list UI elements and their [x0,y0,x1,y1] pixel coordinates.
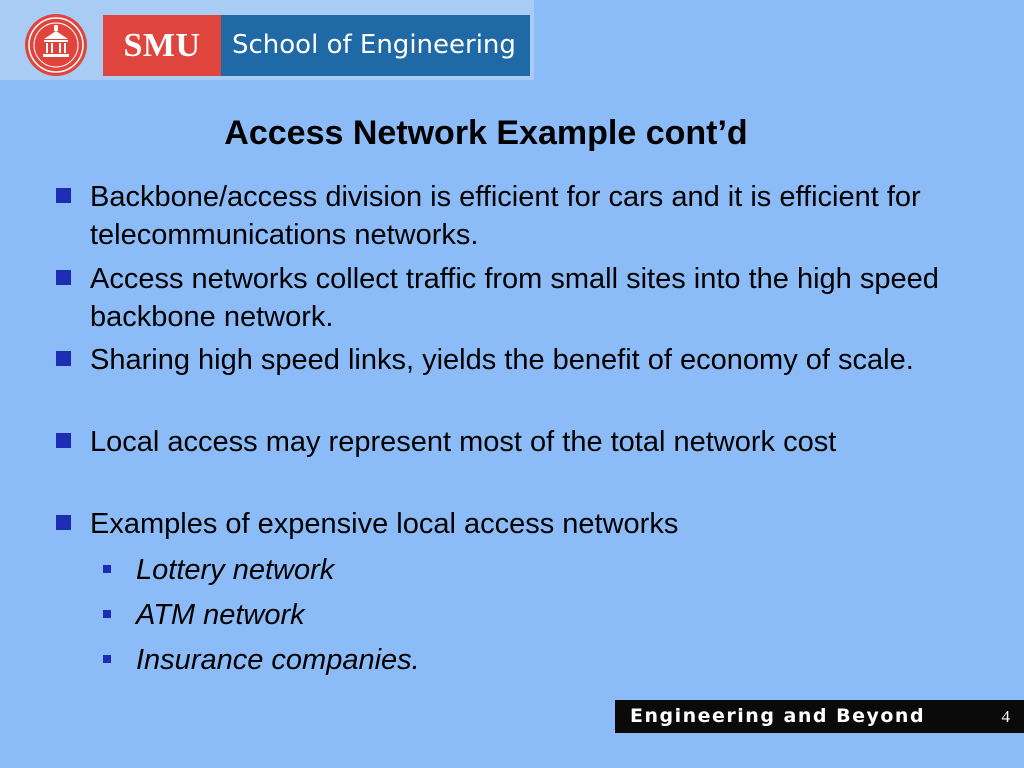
page-number: 4 [1001,707,1010,726]
small-square-bullet-icon [103,565,111,573]
small-square-bullet-icon [103,655,111,663]
square-bullet-icon [56,433,71,448]
small-square-bullet-icon [103,610,111,618]
slide-title: Access Network Example cont’d [224,114,748,152]
smu-logo-text: SMU [103,15,221,76]
square-bullet-icon [56,515,71,530]
footer-tagline: Engineering and Beyond [630,705,926,727]
sub-bullet-text: ATM network [136,599,305,631]
bullet-text: Local access may represent most of the total network cost [90,426,837,458]
bullet-text: Sharing high speed links, yields the benefit of economy of scale. [90,344,914,376]
bullet-text: Examples of expensive local access networks [90,508,679,540]
square-bullet-icon [56,188,71,203]
sub-bullet-text: Insurance companies. [136,644,420,676]
school-name: School of Engineering [221,15,530,76]
footer-bar [615,700,1024,733]
square-bullet-icon [56,270,71,285]
square-bullet-icon [56,351,71,366]
sub-bullet-text: Lottery network [136,554,335,586]
bullet-text: Backbone/access division is efficient for cars and it is efficient for telecommunications networks. [90,181,921,251]
header-banner [0,0,534,80]
bullet-text: Access networks collect traffic from small sites into the high speed backbone network. [90,263,939,333]
smu-seal-icon [24,13,88,77]
